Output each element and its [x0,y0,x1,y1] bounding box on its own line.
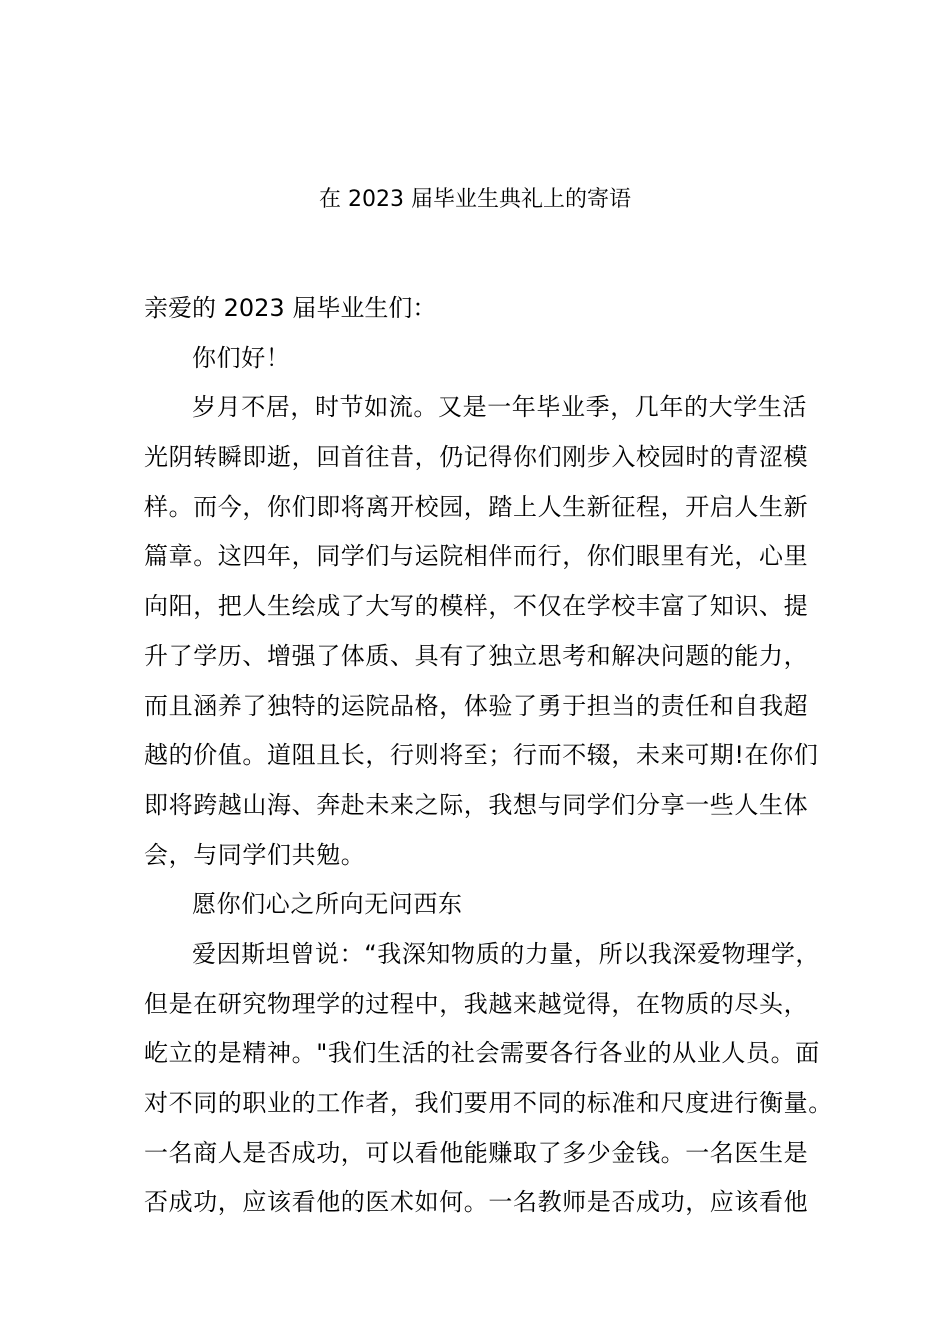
paragraph-line: 否成功，应该看他的医术如何。一名教师是否成功，应该看他 [144,1188,809,1217]
paragraph-line: 光阴转瞬即逝，回首往昔，仍记得你们刚步入校园时的青涩模 [144,443,809,472]
greeting: 你们好！ [192,343,291,372]
paragraph-line: 爱因斯坦曾说：“我深知物质的力量，所以我深爱物理学， [192,939,821,968]
paragraph-line: 岁月不居，时节如流。又是一年毕业季，几年的大学生活 [192,393,807,422]
paragraph-line: 即将跨越山海、奔赴未来之际，我想与同学们分享一些人生体 [144,790,809,819]
document-title: 在 2023 届毕业生典礼上的寄语 [319,187,631,212]
paragraph-line: 一名商人是否成功，可以看他能赚取了多少金钱。一名医生是 [144,1138,809,1167]
paragraph-line: 屹立的是精神。"我们生活的社会需要各行各业的从业人员。面 [144,1039,820,1068]
paragraph-line: 但是在研究物理学的过程中，我越来越觉得，在物质的尽头， [144,989,809,1018]
paragraph-1 [144,383,819,880]
paragraph-2 [144,930,833,1228]
paragraph-line: 向阳，把人生绘成了大写的模样，不仅在学校丰富了知识、提 [144,592,809,621]
salutation: 亲爱的 2023 届毕业生们： [144,294,437,322]
paragraph-line: 对不同的职业的工作者，我们要用不同的标准和尺度进行衡量。 [144,1089,833,1117]
document-body [144,284,833,1228]
paragraph-line: 升了学历、增强了体质、具有了独立思考和解决问题的能力， [144,641,809,670]
paragraph-line: 篇章。这四年，同学们与运院相伴而行，你们眼里有光，心里 [144,542,809,571]
paragraph-line: 而且涵养了独特的运院品格，体验了勇于担当的责任和自我超 [144,691,809,720]
paragraph-line: 会，与同学们共勉。 [144,840,366,869]
paragraph-line: 越的价值。道阻且长，行则将至；行而不辍，未来可期!在你们 [144,741,819,770]
section-heading: 愿你们心之所向无问西东 [192,890,463,919]
paragraph-line: 样。而今，你们即将离开校园，踏上人生新征程，开启人生新 [144,492,809,521]
